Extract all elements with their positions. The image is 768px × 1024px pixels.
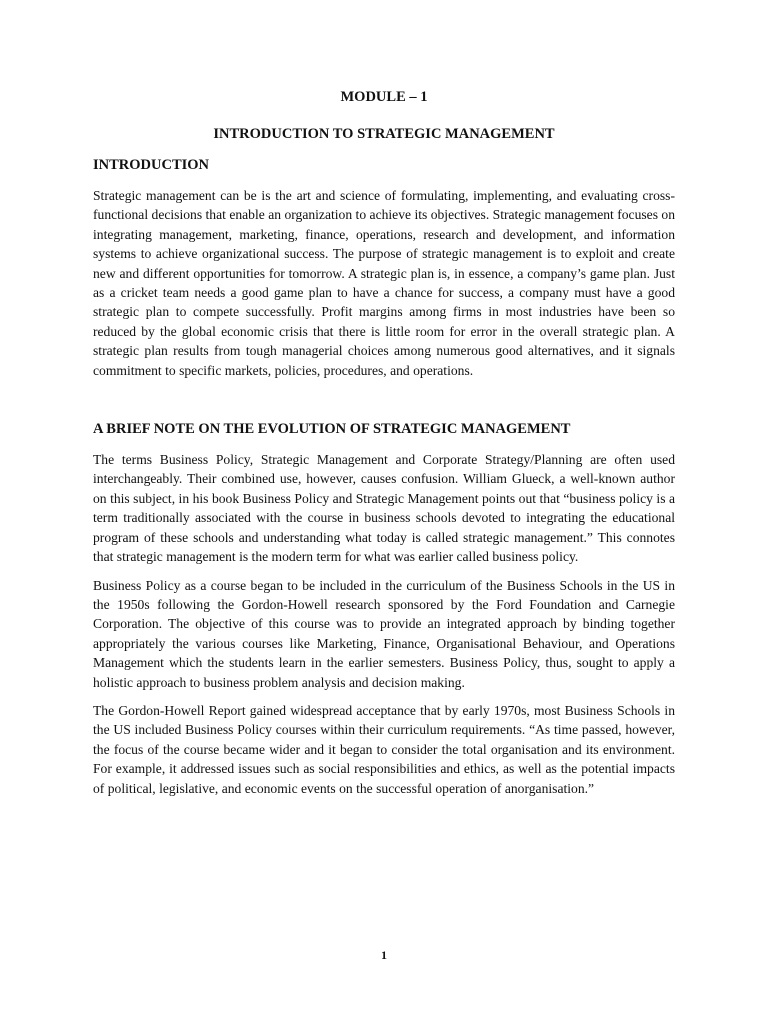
paragraph: Business Policy as a course began to be included in the curriculum of the Business Schools in the US in the 1950s following the Gordon-Howell research sponsored by the Ford Foundation and Carnegie Corporation. The objective of this course was to provide an integrated approach by binding together appropriately the various courses like Marketing, Finance, Organisational Behaviour, and Operations Management which the students learn in the earlier semesters. Business Policy, thus, sought to apply a holistic approach to business problem analysis and decision making. — [93, 577, 675, 690]
paragraph: The terms Business Policy, Strategic Management and Corporate Strategy/Planning are often used interchangeably. Their combined use, however, causes confusion. William Glueck, a well-known author on this subject, in his book Business Policy and Strategic Management points out that “business policy is a term traditionally associated with the course in business schools devoted to integrating the educational program of these schools and understanding what today is called strategic management.” This connotes that strategic management is the modern term for what was earlier called business policy. — [93, 452, 675, 565]
section-heading: A BRIEF NOTE ON THE EVOLUTION OF STRATEGIC MANAGEMENT — [93, 421, 571, 438]
section-evolution — [93, 420, 675, 798]
paragraph: The Gordon-Howell Report gained widespread acceptance that by early 1970s, most Business Schools in the US included Business Policy courses within their curriculum requirements. “As time passed, however, the focus of the course became wider and it began to consider the total organisation and its environment. For example, it addressed issues such as social responsibilities and ethics, as well as the potential impacts of political, legislative, and economic events on the successful operation of anorganisation.” — [93, 702, 675, 796]
section-heading: INTRODUCTION — [93, 157, 210, 173]
module-title: MODULE – 1 — [340, 89, 428, 105]
section-introduction — [93, 156, 675, 380]
paragraph: Strategic management can be is the art and science of formulating, implementing, and evaluating cross-functional decisions that enable an organization to achieve its objectives. Strategic management focuses on integrating management, marketing, finance, operations, research and development, and information systems to achieve organizational success. The purpose of strategic management is to exploit and create new and different opportunities for tomorrow. A strategic plan is, in essence, a company’s game plan. Just as a cricket team needs a good game plan to have a chance for success, a company must have a good strategic plan to compete successfully. Profit margins among firms in most industries have been so reduced by the global economic crisis that there is little room for error in the overall strategic plan. A strategic plan results from tough managerial choices among numerous good alternatives, and it signals commitment to specific markets, policies, procedures, and operations. — [93, 188, 675, 378]
page-title: INTRODUCTION TO STRATEGIC MANAGEMENT — [213, 126, 555, 142]
page-number: 1 — [381, 948, 387, 962]
